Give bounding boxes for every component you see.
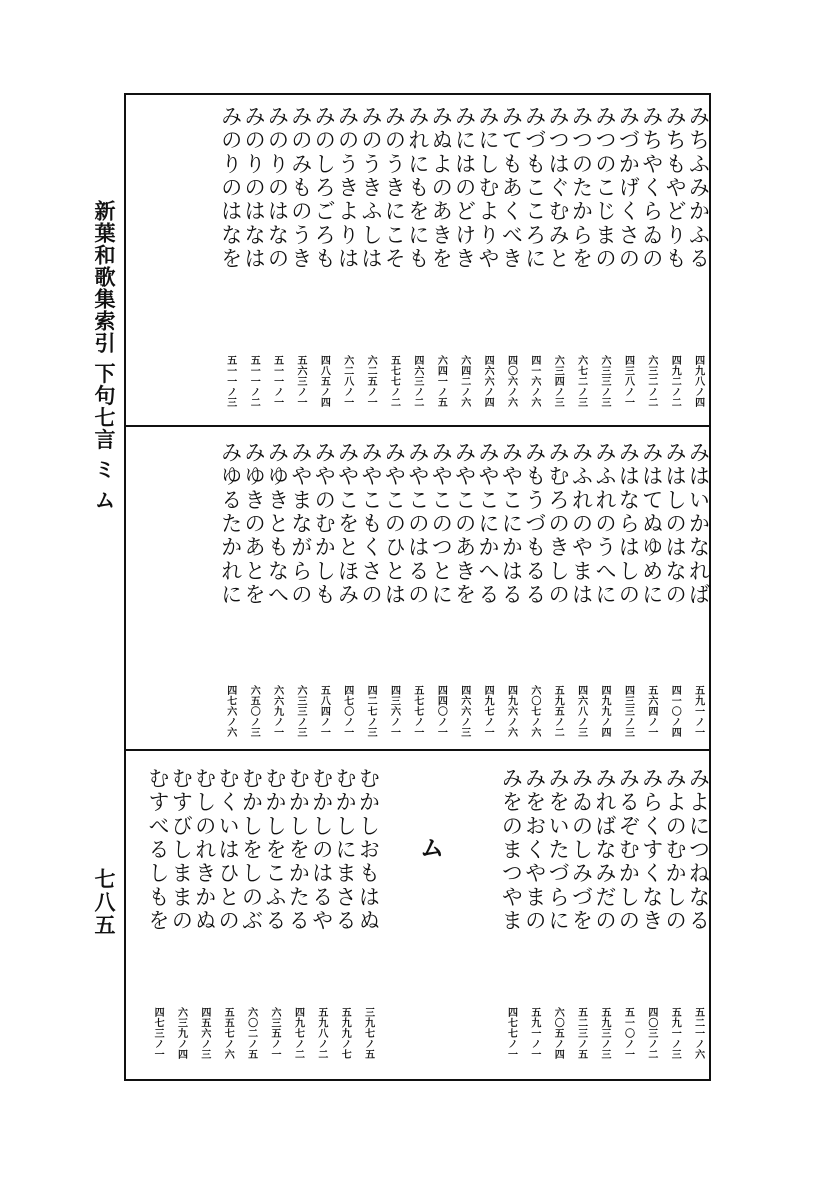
index-entry — [168, 751, 191, 1081]
page-reference: 六四一ノ五 — [435, 355, 447, 408]
page-reference: 六三四ノ三 — [552, 355, 564, 408]
index-entry — [662, 93, 685, 425]
index-entry — [686, 93, 709, 425]
verse-text: むすびしままの — [167, 767, 193, 933]
page-reference: 六二八ノ一 — [341, 355, 353, 408]
page-reference: 五九八ノ二 — [315, 1007, 327, 1060]
verse-text: みのりのはなを — [217, 105, 243, 271]
index-entry — [215, 751, 238, 1081]
index-entry — [218, 427, 241, 749]
page-reference: 三九七ノ五 — [362, 1007, 374, 1060]
page-reference: 四三六ノ一 — [388, 685, 400, 738]
index-entry — [405, 93, 428, 425]
verse-text: みつはぐむみと — [544, 105, 570, 271]
verse-text: むかしをしのぶ — [238, 767, 264, 933]
verse-text: みちもやどりも — [661, 105, 687, 271]
page-reference: 四六六ノ三 — [458, 685, 470, 738]
page-reference: 四六三ノ二 — [411, 355, 423, 408]
page-reference: 五五七ノ六 — [222, 1007, 234, 1060]
verse-text: むしのれきかぬ — [191, 767, 217, 933]
page-reference: 四七七ノ一 — [505, 1007, 517, 1060]
verse-text: みのうきよりは — [334, 105, 360, 271]
index-entry — [309, 751, 332, 1081]
index-entry — [662, 751, 685, 1081]
verse-text: みやまながらの — [287, 441, 313, 607]
index-entry — [592, 93, 615, 425]
index-section-2 — [126, 427, 709, 749]
page-reference: 四九九ノ四 — [599, 685, 611, 738]
verse-text: みゆきのあとを — [240, 441, 266, 607]
page-reference: 六三五ノ一 — [269, 1007, 281, 1060]
page-reference: 四九二ノ二 — [669, 355, 681, 408]
verse-text: みはしのはなの — [661, 441, 687, 607]
page-reference: 四五六ノ三 — [198, 1007, 210, 1060]
index-entry — [265, 427, 288, 749]
page-reference: 四九七ノ二 — [292, 1007, 304, 1060]
index-entry — [662, 427, 685, 749]
page-reference: 五二三ノ五 — [575, 1007, 587, 1060]
verse-text: みむろのきしの — [544, 441, 570, 607]
index-entry — [592, 427, 615, 749]
page-reference: 六四二ノ六 — [458, 355, 470, 408]
page-reference: 四〇三ノ二 — [645, 1007, 657, 1060]
verse-text: みやこをとほみ — [334, 441, 360, 607]
page-reference: 五七七ノ一 — [411, 685, 423, 738]
index-entry — [615, 751, 638, 1081]
index-entry — [358, 427, 381, 749]
page-reference: 四二七ノ三 — [365, 685, 377, 738]
verse-text: むすべるしもを — [144, 767, 170, 933]
index-entry — [639, 751, 662, 1081]
page-reference: 四八五ノ四 — [318, 355, 330, 408]
index-entry — [239, 751, 262, 1081]
index-entry — [262, 751, 285, 1081]
index-entry — [615, 93, 638, 425]
verse-text: むかしにまさる — [331, 767, 357, 933]
page-reference: 五一一ノ二 — [248, 355, 260, 408]
page-reference: 四九七ノ一 — [482, 685, 494, 738]
verse-text: みはならはしの — [614, 441, 640, 607]
index-entry — [382, 93, 405, 425]
index-entry — [569, 427, 592, 749]
verse-text: みのうきにこそ — [380, 105, 406, 271]
verse-text: みらくすくなき — [638, 767, 664, 933]
index-section-1 — [126, 93, 709, 425]
verse-text: みはてぬゆめに — [638, 441, 664, 607]
running-head-title: 新葉和歌集索引 下句七言 ミ ム — [92, 200, 117, 511]
verse-text: みゆきともなへ — [263, 441, 289, 607]
index-entry — [192, 751, 215, 1081]
page-reference: 五一一ノ三 — [224, 355, 236, 408]
verse-text: みるぞむかしの — [614, 767, 640, 933]
verse-text: むかしをかたる — [284, 767, 310, 933]
verse-text: むかしのはるや — [308, 767, 334, 933]
index-entry — [475, 427, 498, 749]
page-reference: 四六八ノ三 — [575, 685, 587, 738]
page-reference: 五八四ノ一 — [318, 685, 330, 738]
verse-text: みをいたづらに — [544, 767, 570, 933]
verse-text: みのりのはなの — [263, 105, 289, 271]
verse-text: みゐのしみづを — [568, 767, 594, 933]
page-reference: 六七二ノ三 — [575, 355, 587, 408]
index-entry — [522, 427, 545, 749]
verse-text: みのみものうき — [287, 105, 313, 271]
verse-text: みつのたからを — [568, 105, 594, 271]
index-entry — [475, 93, 498, 425]
index-entry — [545, 427, 568, 749]
page-reference: 六三三ノ三 — [294, 685, 306, 738]
verse-text: みにしむよりや — [474, 105, 500, 271]
index-entry — [285, 751, 308, 1081]
index-entry — [428, 427, 451, 749]
verse-text: みよのむかしの — [661, 767, 687, 933]
index-entry — [311, 93, 334, 425]
page-reference: 六三三ノ三 — [599, 355, 611, 408]
verse-text: みやこにかへる — [474, 441, 500, 607]
page-reference: 六六九ノ一 — [271, 685, 283, 738]
verse-text: みやこのあきを — [451, 441, 477, 607]
verse-text: みてもあくべき — [497, 105, 523, 271]
entry-list-mi — [498, 751, 709, 1081]
page-reference: 四三八ノ一 — [622, 355, 634, 408]
page-reference: 五六三ノ一 — [294, 355, 306, 408]
index-entry — [569, 751, 592, 1081]
page-reference: 四〇六ノ六 — [505, 355, 517, 408]
verse-text: みちやくらゐの — [638, 105, 664, 271]
verse-text: みのうきふしは — [357, 105, 383, 271]
page-reference: 五七七ノ二 — [388, 355, 400, 408]
index-entry — [288, 93, 311, 425]
verse-text: みやこのはるの — [404, 441, 430, 607]
verse-text: みれにもをにも — [404, 105, 430, 271]
page-reference: 五九九ノ七 — [339, 1007, 351, 1060]
index-entry — [686, 427, 709, 749]
verse-text: みのしろごろも — [310, 105, 336, 271]
page-reference: 六三二ノ二 — [645, 355, 657, 408]
page-reference: 四七六ノ六 — [224, 685, 236, 738]
verse-text: みのりのはなは — [240, 105, 266, 271]
page-reference: 五九一ノ三 — [669, 1007, 681, 1060]
verse-text: みづもこころに — [521, 105, 547, 271]
verse-text: みをのまつやま — [497, 767, 523, 933]
index-entry — [522, 93, 545, 425]
index-entry — [335, 93, 358, 425]
index-entry — [522, 751, 545, 1081]
index-entry — [545, 93, 568, 425]
verse-text: みぬよのあきを — [427, 105, 453, 271]
verse-text: みふれのうへに — [591, 441, 617, 607]
verse-text: みよにつねなる — [685, 767, 710, 933]
page-reference: 五六四ノ一 — [645, 685, 657, 738]
page-reference: 五二一ノ六 — [692, 1007, 704, 1060]
page-reference: 五九五ノ二 — [552, 685, 564, 738]
page-reference: 五九三ノ三 — [599, 1007, 611, 1060]
index-entry — [335, 427, 358, 749]
page-reference: 五九一ノ一 — [692, 685, 704, 738]
index-entry — [498, 751, 521, 1081]
page-reference: 四七〇ノ一 — [341, 685, 353, 738]
verse-text: みやのむかしも — [310, 441, 336, 607]
verse-text: みやこもくさの — [357, 441, 383, 607]
page-reference: 四四〇ノ一 — [435, 685, 447, 738]
index-entry — [382, 427, 405, 749]
page-reference: 五一一ノ一 — [271, 355, 283, 408]
page-reference: 四九八ノ四 — [692, 355, 704, 408]
index-entry — [405, 427, 428, 749]
index-entry — [498, 93, 521, 425]
page-reference: 四三三ノ三 — [622, 685, 634, 738]
index-entry — [615, 427, 638, 749]
page-reference: 四一六ノ六 — [528, 355, 540, 408]
verse-text: みふれのやまは — [568, 441, 594, 607]
index-entry — [428, 93, 451, 425]
index-entry — [545, 751, 568, 1081]
verse-text: みづかげくさの — [614, 105, 640, 271]
verse-text: みゆるたかれに — [217, 441, 243, 607]
verse-text: むかしをこふる — [261, 767, 287, 933]
index-entry — [452, 427, 475, 749]
verse-text: みつのこじまの — [591, 105, 617, 271]
page-reference: 六五〇ノ三 — [248, 685, 260, 738]
index-section-3 — [126, 751, 709, 1081]
section-heading-mu: ム — [420, 833, 444, 862]
entry-list-mu — [145, 751, 379, 1081]
verse-text: みやこのひとは — [380, 441, 406, 607]
index-entry — [218, 93, 241, 425]
verse-text: みやこのつとに — [427, 441, 453, 607]
page-reference: 六〇五ノ四 — [552, 1007, 564, 1060]
page-reference: 四一〇ノ四 — [669, 685, 681, 738]
page-reference: 六〇七ノ六 — [528, 685, 540, 738]
index-entry — [311, 427, 334, 749]
index-entry — [358, 93, 381, 425]
index-entry — [498, 427, 521, 749]
index-entry — [452, 93, 475, 425]
verse-text: みはいかなれば — [685, 441, 710, 607]
index-entry — [686, 751, 709, 1081]
index-entry — [356, 751, 379, 1081]
verse-text: みやこにかはる — [497, 441, 523, 607]
page-reference: 四七三ノ一 — [152, 1007, 164, 1060]
index-entry — [265, 93, 288, 425]
verse-text: みもうづもるる — [521, 441, 547, 607]
verse-text: みればなみだの — [591, 767, 617, 933]
verse-text: みをおくやまの — [521, 767, 547, 933]
verse-text: むくいはひとの — [214, 767, 240, 933]
index-entry — [592, 751, 615, 1081]
page-reference: 五一〇ノ一 — [622, 1007, 634, 1060]
entry-list — [218, 93, 709, 425]
index-entry — [288, 427, 311, 749]
page-reference: 六二五ノ一 — [365, 355, 377, 408]
index-entry — [241, 427, 264, 749]
page-reference: 四六六ノ四 — [482, 355, 494, 408]
page-reference: 六三九ノ四 — [175, 1007, 187, 1060]
page-reference: 六〇二ノ五 — [245, 1007, 257, 1060]
verse-text: むかしおもはぬ — [355, 767, 380, 933]
page-number: 七八五 — [92, 868, 117, 937]
index-entry — [639, 427, 662, 749]
page-reference: 四九六ノ六 — [505, 685, 517, 738]
verse-text: みにはのどけき — [451, 105, 477, 271]
index-entry — [332, 751, 355, 1081]
page-reference: 五九一ノ一 — [528, 1007, 540, 1060]
verse-text: みちふみかふる — [685, 105, 710, 271]
index-entry — [639, 93, 662, 425]
entry-list — [218, 427, 709, 749]
index-entry — [569, 93, 592, 425]
index-entry — [241, 93, 264, 425]
index-entry — [145, 751, 168, 1081]
